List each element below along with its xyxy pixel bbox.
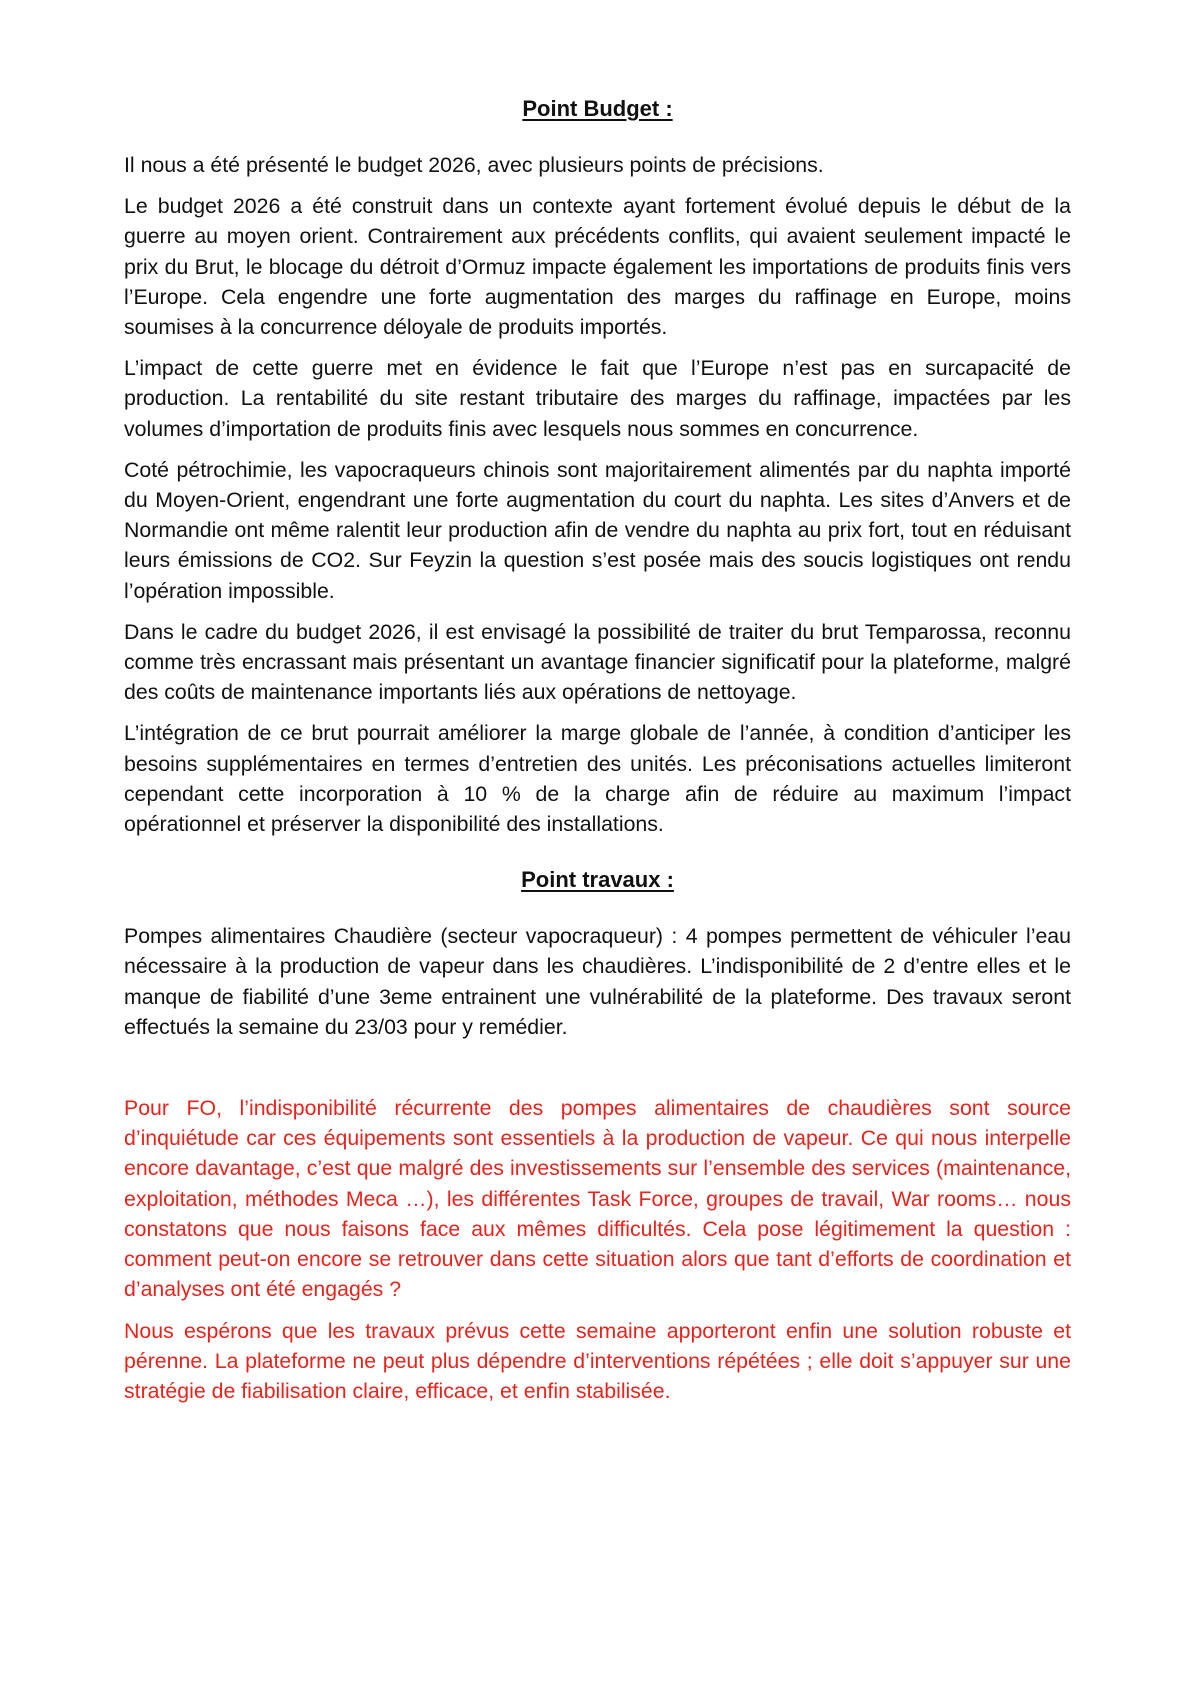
fo-paragraph-2: Nous espérons que les travaux prévus cette semaine apporteront enfin une solution robuste et pérenne. La plateforme ne peut plus dépendre d’interventions répétées ; elle doit s’appuyer sur une stratégie de fiabilisation claire, efficace, et enfin stabilisée.: [124, 1318, 1071, 1403]
section-heading-travaux: Point travaux :: [521, 867, 674, 893]
spacer: [124, 1053, 1071, 1093]
budget-paragraph-5: Dans le cadre du budget 2026, il est envisagé la possibilité de traiter du brut Temparossa, reconnu comme très encrassant mais présentant un avantage financier significatif pour la plateforme, malgré des coûts de maintenance importants liés aux opérations de nettoyage.: [124, 619, 1071, 705]
section-heading-budget: Point Budget :: [522, 96, 673, 121]
budget-paragraph-2: Le budget 2026 a été construit dans un contexte ayant fortement évolué depuis le début de la guerre au moyen orient. Contrairement aux précédents conflits, qui avaient seulement impacté le prix du Brut, le blocage du détroit d’Ormuz impacte également les importations de produits finis vers l’Europe. Cela engendre une forte augmentation des marges du raffinage en Europe, moins soumises à la concurrence déloyale de produits importés.: [124, 194, 1071, 340]
budget-paragraph-6: L’intégration de ce brut pourrait améliorer la marge globale de l’année, à condition d’anticiper les besoins supplémentaires en termes d’entretien des unités. Les préconisations actuelles limiteront cependant cette incorporation à 10 % de la charge afin de réduire au maximum l’impact opérationnel et préserver la disponibilité des installations.: [124, 721, 1071, 837]
budget-paragraph-1: Il nous a été présenté le budget 2026, avec plusieurs points de précisions.: [124, 153, 824, 177]
fo-paragraph-1: Pour FO, l’indisponibilité récurrente des pompes alimentaires de chaudières sont source d’inquiétude car ces équipements sont essentiels à la production de vapeur. Ce qui nous interpelle encore davantage, c’est que malgré des investissements sur l’ensemble des services (maintenance, exploitation, méthodes Meca …), les différentes Task Force, groupes de travail, War rooms… nous constatons que nous faisons face aux mêmes difficultés. Cela pose légitimement la question : comment peut-on encore se retrouver dans cette situation alors que tant d’efforts de coordination et d’analyses ont été engagés ?: [124, 1096, 1071, 1302]
budget-paragraph-4: Coté pétrochimie, les vapocraqueurs chinois sont majoritairement alimentés par du naphta importé du Moyen-Orient, engendrant une forte augmentation du court du naphta. Les sites d’Anvers et de Normandie ont même ralentit leur production afin de vendre du naphta au prix fort, tout en réduisant leurs émissions de CO2. Sur Feyzin la question s’est posée mais des soucis logistiques ont rendu l’opération impossible.: [124, 457, 1071, 603]
budget-paragraph-3: L’impact de cette guerre met en évidence le fait que l’Europe n’est pas en surcapacité de production. La rentabilité du site restant tributaire des marges du raffinage, impactées par les volumes d’importation de produits finis avec lesquels nous sommes en concurrence.: [124, 356, 1071, 441]
document-body: [124, 96, 1071, 1417]
travaux-paragraph-1: Pompes alimentaires Chaudière (secteur vapocraqueur) : 4 pompes permettent de véhiculer l’eau nécessaire à la production de vapeur dans les chaudières. L’indisponibilité de 2 d’entre elles et le manque de fiabilité d’une 3eme entrainent une vulnérabilité de la plateforme. Des travaux seront effectués la semaine du 23/03 pour y remédier.: [124, 924, 1071, 1039]
